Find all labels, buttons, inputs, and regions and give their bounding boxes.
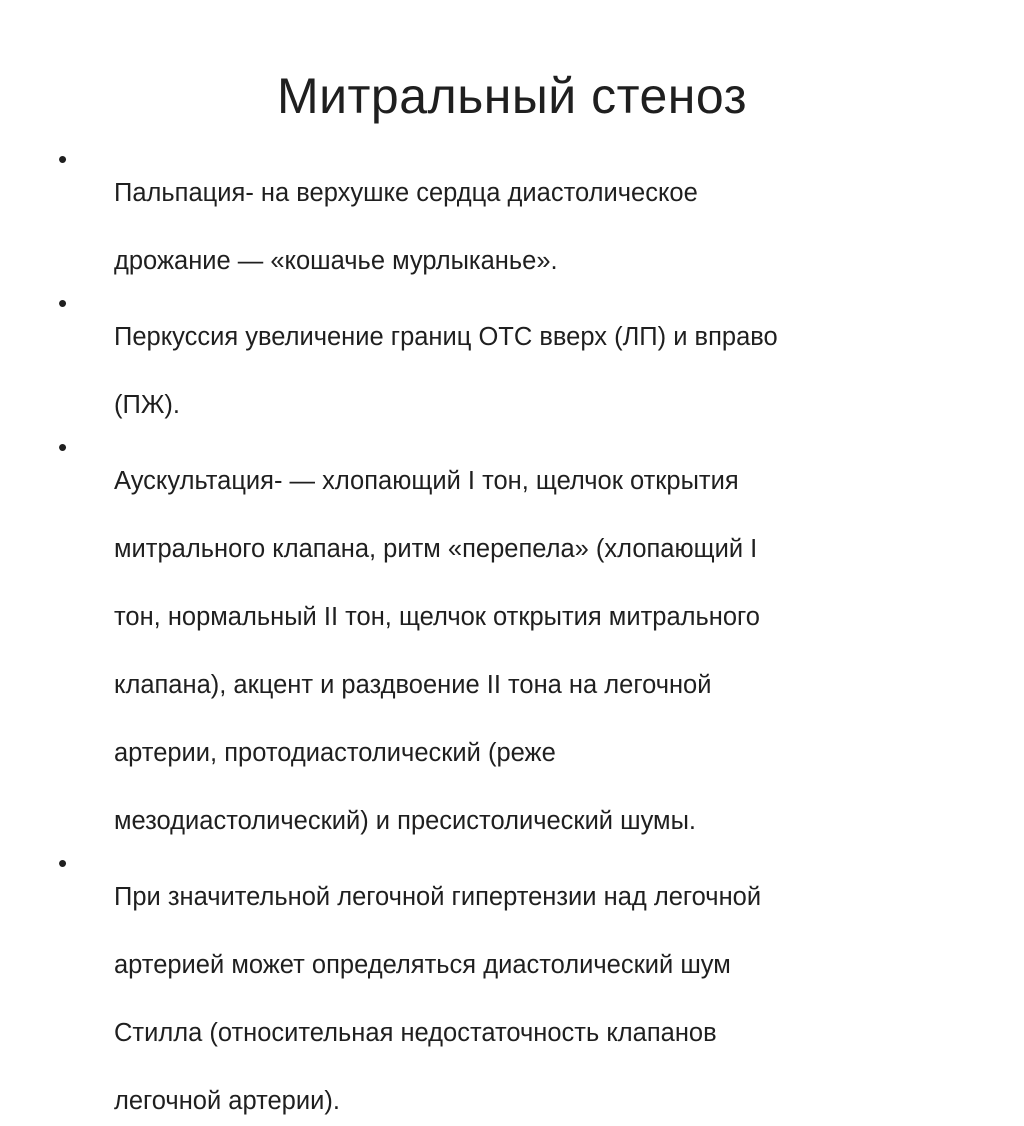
bullet-line: Стилла (относительная недостаточность клапанов [114,1019,717,1047]
bullet-item-percussion [58,286,938,422]
bullet-line: Перкуссия увеличение границ ОТС вверх (ЛП) и вправо [114,323,778,351]
bullet-line: Пальпация- на верхушке сердца диастолическое [114,179,698,207]
bullet-line: (ПЖ). [114,391,180,419]
bullet-line: артерии, протодиастолический (реже [114,739,556,767]
bullet-item-palpation [58,142,938,278]
bullet-text-hypertension [114,846,938,1118]
bullet-marker: • [58,432,68,462]
bullet-item-auscultation [58,430,938,838]
bullet-line: легочной артерии). [114,1087,340,1115]
bullet-line: артерией может определяться диастолический шум [114,951,731,979]
bullet-line: Аускультация- — хлопающий I тон, щелчок открытия [114,467,739,495]
bullet-text-auscultation [114,430,938,838]
bullet-marker: • [58,288,68,318]
bullet-line: клапана), акцент и раздвоение II тона на легочной [114,671,712,699]
bullet-item-hypertension [58,846,938,1118]
bullet-line: тон, нормальный II тон, щелчок открытия митрального [114,603,760,631]
bullet-line: мезодиастолический) и пресистолический шумы. [114,807,697,835]
bullet-marker: • [58,848,68,878]
bullet-list [58,142,938,1126]
bullet-text-palpation [114,142,938,278]
bullet-line: При значительной легочной гипертензии над легочной [114,883,762,911]
slide-title: Митральный стеноз [276,68,748,124]
bullet-line: дрожание — «кошачье мурлыканье». [114,247,558,275]
bullet-text-percussion [114,286,938,422]
bullet-line: митрального клапана, ритм «перепела» (хлопающий I [114,535,758,563]
bullet-marker: • [58,144,68,174]
